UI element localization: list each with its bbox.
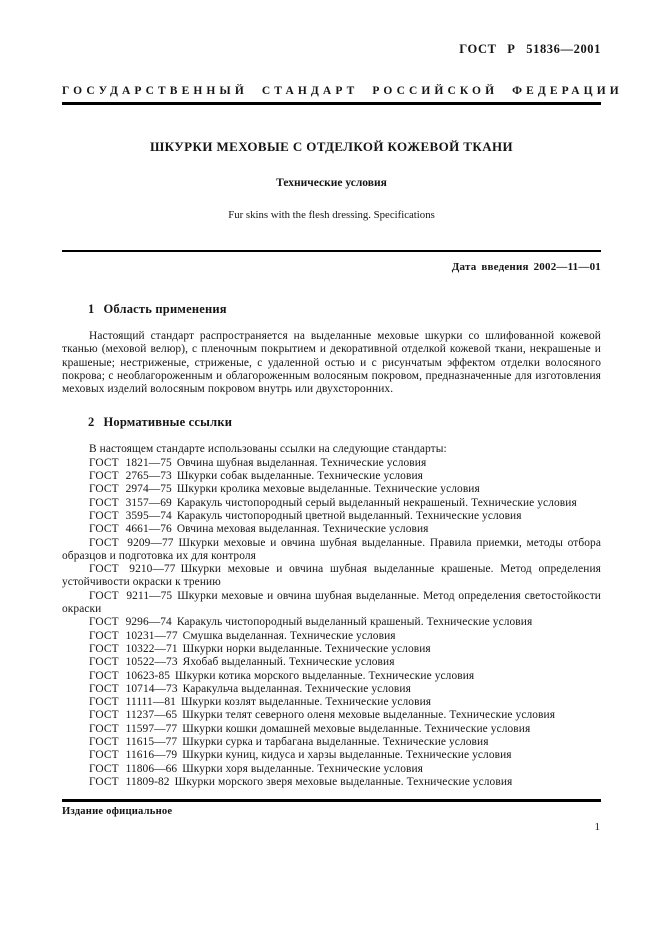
reference-item [62, 590, 601, 617]
gost-code: ГОСТ 9210—77 [89, 563, 176, 576]
references-list [62, 457, 601, 789]
reference-item [62, 776, 601, 789]
document-title-english: Fur skins with the flesh dressing. Specifications [228, 209, 435, 221]
section-2-heading [62, 415, 601, 430]
reference-title: Шкурки кошки домашней меховые выделанные. Технические условия [182, 722, 531, 735]
gost-code: ГОСТ 3157—69 [89, 496, 172, 509]
reference-title: Шкурки меховые и овчина шубная выделанные. Метод определения светостойкости окраски [62, 589, 601, 616]
reference-item [62, 563, 601, 590]
reference-item [62, 683, 601, 696]
reference-item [62, 537, 601, 564]
reference-title: Шкурки куниц, кидуса и харзы выделанные. Технические условия [182, 749, 512, 762]
gost-code: ГОСТ 3595—74 [89, 509, 172, 522]
gost-code: ГОСТ 4661—76 [89, 523, 172, 536]
reference-item [62, 457, 601, 470]
reference-item [62, 483, 601, 496]
doc-number: ГОСТ Р 51836—2001 [459, 42, 601, 56]
reference-item [62, 709, 601, 722]
gost-code: ГОСТ 9296—74 [89, 616, 172, 629]
reference-item [62, 497, 601, 510]
reference-title: Шкурки морского зверя меховые выделанные. Технические условия [174, 775, 513, 788]
gost-code: ГОСТ 10623-85 [89, 669, 171, 682]
gost-code: ГОСТ 9209—77 [89, 536, 174, 549]
section-1-title: Область применения [103, 302, 227, 316]
reference-title: Шкурки телят северного оленя меховые выделанные. Технические условия [182, 709, 556, 722]
header-rule [62, 102, 601, 105]
reference-item [62, 470, 601, 483]
gost-code: ГОСТ 11809-82 [89, 775, 170, 788]
scope-paragraph: Настоящий стандарт распространяется на выделанные меховые шкурки со шлифованной кожевой тканью (меховой велюр), с пленочным покрытием и декоративной отделкой кожевой ткани, некрашеные и крашеные; нестриженые, стриженые, с удаленной остью и с рисунчатым эффектом отделки волосяного покрова; с необлагороженным и облагороженным волосяным покровом, предназначенные для изготовления меховых изделий волосяным покровом внутрь или двухсторонних. [62, 330, 601, 396]
reference-title: Шкурки сурка и тарбагана выделанные. Технические условия [182, 736, 489, 749]
reference-title: Шкурки норки выделанные. Технические условия [182, 642, 431, 655]
gost-code: ГОСТ 1821—75 [89, 456, 172, 469]
reference-item [62, 736, 601, 749]
federation-header: ГОСУДАРСТВЕННЫЙ СТАНДАРТ РОССИЙСКОЙ ФЕДЕРАЦИИ [62, 85, 623, 97]
gost-code: ГОСТ 10231—77 [89, 629, 178, 642]
section-1-heading [62, 302, 601, 317]
reference-item [62, 630, 601, 643]
reference-title: Шкурки кролика меховые выделанные. Технические условия [176, 483, 480, 496]
reference-item [62, 510, 601, 523]
reference-title: Овчина меховая выделанная. Технические условия [176, 523, 429, 536]
reference-title: Шкурки хоря выделанные. Технические условия [182, 762, 424, 775]
gost-code: ГОСТ 11111—81 [89, 696, 176, 709]
reference-item [62, 763, 601, 776]
reference-title: Овчина шубная выделанная. Технические условия [176, 456, 427, 469]
reference-title: Шкурки меховые и овчина шубная выделанные. Правила приемки, методы отбора образцов и подготовка их для контроля [62, 536, 601, 562]
reference-title: Смушка выделанная. Технические условия [182, 629, 396, 642]
gost-code: ГОСТ 11615—77 [89, 736, 178, 749]
document-title: ШКУРКИ МЕХОВЫЕ С ОТДЕЛКОЙ КОЖЕВОЙ ТКАНИ [149, 139, 514, 154]
reference-item [62, 616, 601, 629]
references-intro: В настоящем стандарте использованы ссылки на следующие стандарты: [89, 443, 447, 456]
gost-code: ГОСТ 11597—77 [89, 722, 178, 735]
gost-code: ГОСТ 11616—79 [89, 749, 178, 762]
reference-title: Шкурки собак выделанные. Технические условия [176, 470, 423, 483]
gost-code: ГОСТ 9211—75 [89, 589, 173, 602]
reference-title: Шкурки меховые и овчина шубная выделанные крашеные. Метод определения устойчивости окраски к трению [62, 563, 601, 589]
effective-date: Дата введения 2002—11—01 [451, 261, 601, 273]
reference-item [62, 670, 601, 683]
title-block-rule [62, 250, 601, 252]
gost-code: ГОСТ 10322—71 [89, 642, 178, 655]
section-2-title: Нормативные ссылки [103, 415, 233, 430]
gost-code: ГОСТ 11237—65 [89, 709, 178, 722]
reference-title: Каракульча выделанная. Технические условия [182, 682, 411, 695]
reference-item [62, 523, 601, 536]
reference-title: Шкурки козлят выделанные. Технические условия [180, 696, 432, 709]
reference-title: Каракуль чистопородный цветной выделанный. Технические условия [176, 509, 522, 522]
footer-rule [62, 799, 601, 802]
reference-item [62, 723, 601, 736]
reference-item [62, 749, 601, 762]
reference-title: Шкурки котика морского выделанные. Технические условия [175, 669, 475, 682]
gost-code: ГОСТ 10714—73 [89, 682, 178, 695]
reference-item [62, 643, 601, 656]
official-edition-note: Издание официальное [62, 806, 173, 817]
reference-title: Каракуль чистопородный серый выделанный некрашеный. Технические условия [176, 496, 577, 509]
page-number: 1 [594, 821, 600, 833]
reference-title: Каракуль чистопородный выделанный крашеный. Технические условия [176, 616, 533, 629]
reference-item [62, 696, 601, 709]
gost-code: ГОСТ 11806—66 [89, 762, 178, 775]
section-2-number: 2 [88, 415, 95, 430]
reference-item [62, 656, 601, 669]
gost-code: ГОСТ 2765—73 [89, 470, 172, 483]
section-1-number: 1 [88, 302, 95, 316]
reference-title: Яхобаб выделанный. Технические условия [182, 656, 395, 669]
gost-code: ГОСТ 2974—75 [89, 483, 172, 496]
document-subtitle: Технические условия [276, 177, 387, 189]
gost-code: ГОСТ 10522—73 [89, 656, 178, 669]
